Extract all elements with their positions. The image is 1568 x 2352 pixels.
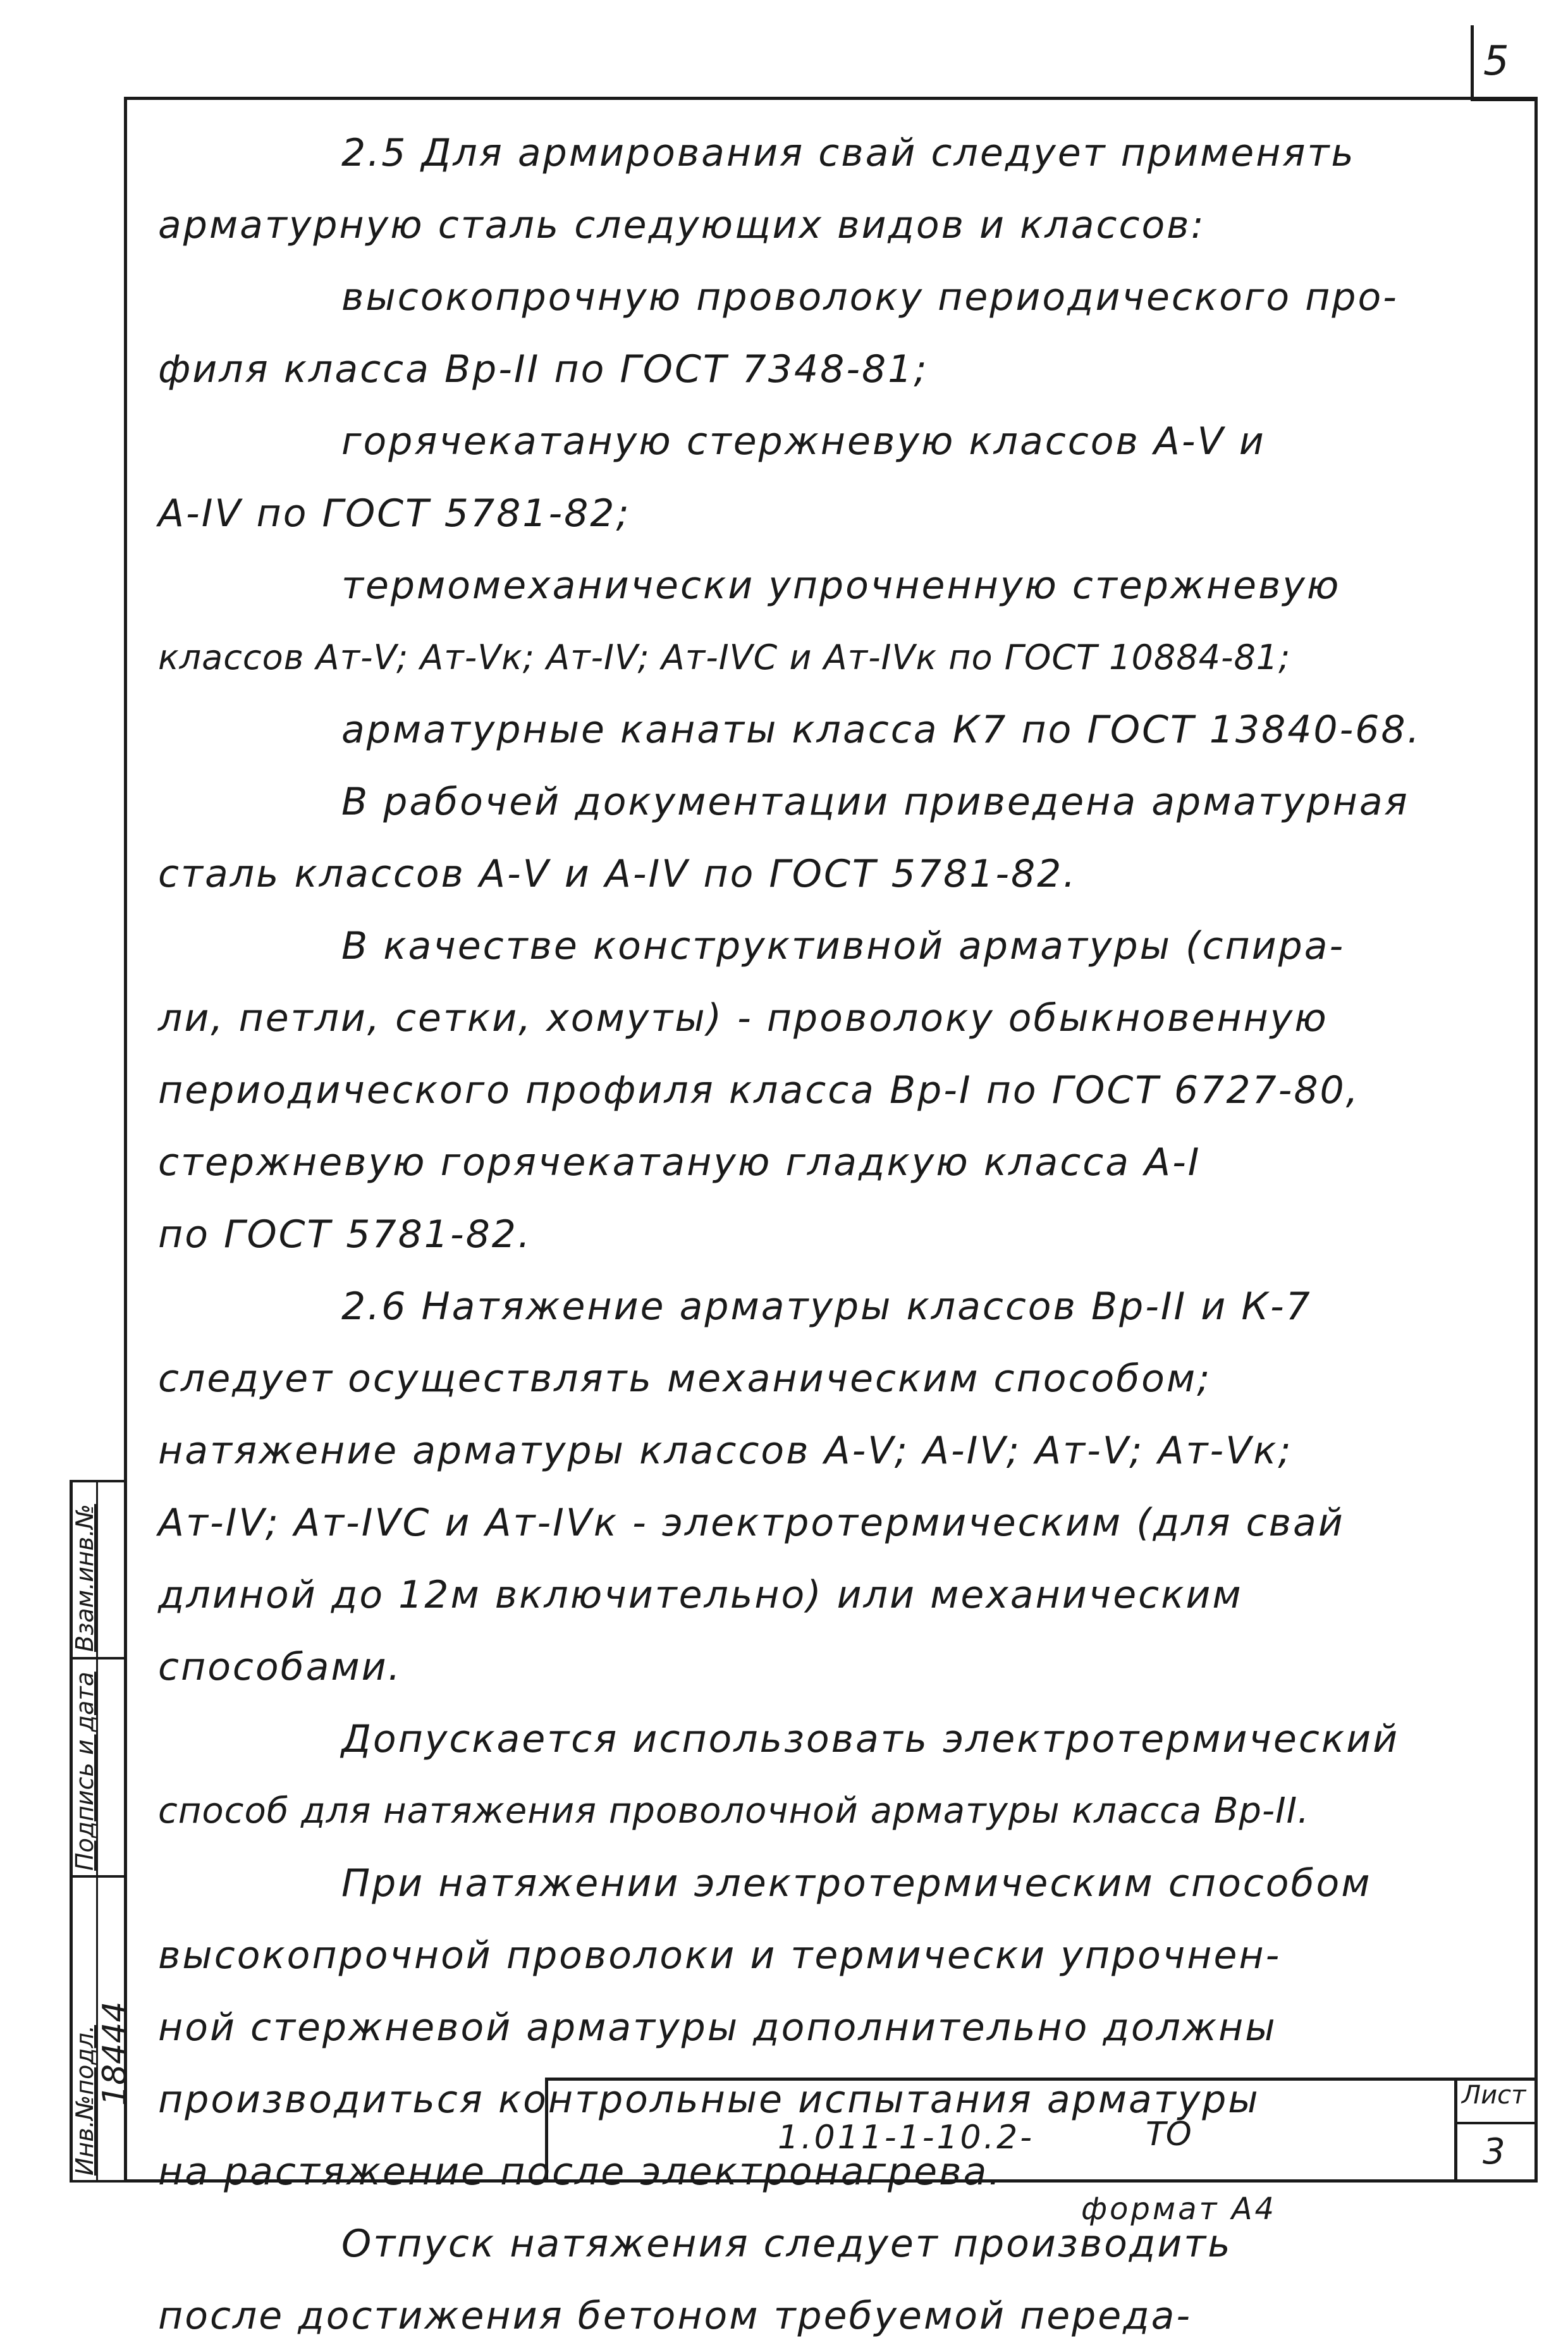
sheet-cell-divider (1454, 2122, 1538, 2124)
body-line: Ат-IV; Ат-IVС и Ат-IVк - электротермическим (для свай (158, 1501, 1345, 1545)
body-line: 2.6 Натяжение арматуры классов Bр-II и К-7 (341, 1284, 1312, 1329)
body-line: классов Ат-V; Ат-Vк; Ат-IV; Ат-IVС и Ат-IVк по ГОСТ 10884-81; (158, 637, 1291, 677)
body-line: способами. (158, 1645, 402, 1689)
side-table-rule (70, 2180, 124, 2183)
sheet-label: Лист (1462, 2081, 1526, 2110)
side-table-rule (70, 1657, 124, 1659)
body-line: высокопрочную проволоку периодического про- (341, 275, 1399, 319)
document-body (158, 117, 1517, 2352)
side-vzam-label: Взам.инв.№ (71, 1504, 99, 1652)
body-line: При натяжении электротермическим способом (341, 1861, 1372, 1906)
title-block (545, 2078, 1538, 2183)
body-line: после достижения бетоном требуемой переда- (158, 2294, 1192, 2338)
body-line: арматурную сталь следующих видов и классов: (158, 203, 1206, 247)
sheet-number: 3 (1483, 2131, 1505, 2172)
body-line: длиной до 12м включительно) или механическим (158, 1573, 1243, 1617)
document-code: 1.011-1-10.2- (778, 2119, 1035, 2157)
side-inv-value: 18444 (96, 2001, 134, 2106)
body-line: 2.5 Для армирования свай следует применять (341, 131, 1356, 175)
body-line: арматурные канаты класса К7 по ГОСТ 13840-68. (341, 708, 1421, 752)
body-line: А-IV по ГОСТ 5781-82; (158, 491, 631, 536)
body-line: способ для натяжения проволочной арматуры класса Bр-II. (158, 1790, 1309, 1832)
body-line: на растяжение после электронагрева. (158, 2150, 1003, 2194)
side-table-rule (70, 1875, 124, 1878)
body-line: Отпуск натяжения следует производить (341, 2222, 1232, 2266)
format-label: формат А4 (1081, 2191, 1277, 2227)
side-inv-label: Инв.№подл. (71, 2024, 99, 2176)
body-line: В качестве конструктивной арматуры (спира- (341, 924, 1345, 968)
page-number-divider (1471, 25, 1474, 101)
side-table-rule (70, 1480, 124, 1482)
body-line: В рабочей документации приведена арматурная (341, 780, 1409, 824)
body-line: горячекатаную стержневую классов А-V и (341, 419, 1266, 464)
body-line: филя класса Bр-II по ГОСТ 7348-81; (158, 347, 929, 391)
document-type: ТО (1146, 2115, 1192, 2153)
body-line: стержневую горячекатаную гладкую класса А-I (158, 1140, 1201, 1185)
body-line: следует осуществлять механическим способом; (158, 1357, 1212, 1401)
body-line: термомеханически упрочненную стержневую (341, 563, 1341, 608)
body-line: Допускается использовать электротермический (341, 1717, 1400, 1761)
body-line: сталь классов А-V и А-IV по ГОСТ 5781-82. (158, 852, 1077, 896)
body-line: производиться контрольные испытания арматуры (158, 2078, 1260, 2122)
body-line: ной стержневой арматуры дополнительно должны (158, 2005, 1277, 2050)
page-number: 5 (1483, 38, 1509, 85)
body-line: ли, петли, сетки, хомуты) - проволоку обыкновенную (158, 996, 1328, 1040)
body-line: периодического профиля класса Bр-I по ГОСТ 6727-80, (158, 1068, 1360, 1112)
body-line: по ГОСТ 5781-82. (158, 1212, 532, 1257)
side-sign-label: Подпись и дата (71, 1672, 99, 1871)
body-line: высокопрочной проволоки и термически упрочнен- (158, 1933, 1282, 1978)
body-line: натяжение арматуры классов А-V; А-IV; Ат-V; Ат-Vк; (158, 1429, 1293, 1473)
